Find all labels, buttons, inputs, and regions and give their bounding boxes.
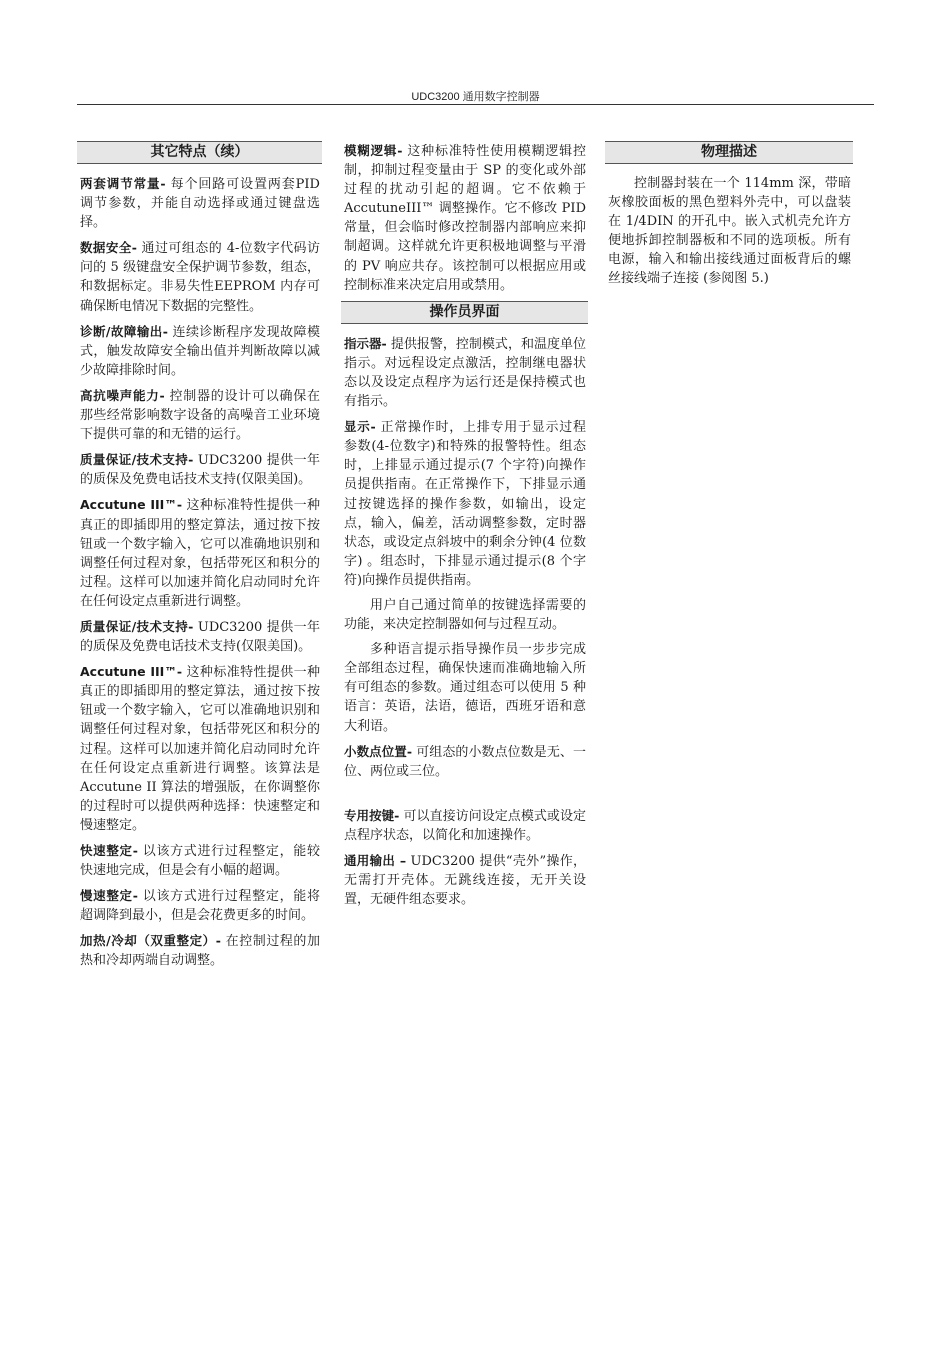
dedicated-keys-paragraph — [341, 806, 588, 845]
feature-text: 这种标准特性提供一种真正的即插即用的整定算法，通过按下按钮或一个数字输入，它可以准确地识别和调整任何过程对象，包括带死区和积分的过程。这样可以加速并简化启动同时允许在任何设定点重新进行调整。 — [80, 498, 320, 609]
feature-text: 可组态的小数点位数是无、一位、两位或三位。 — [344, 744, 586, 779]
feature-text: 提供报警，控制模式，和温度单位指示。对远程设定点激活，控制继电器状态以及设定点程序为运行还是保持模式也有指示。 — [344, 336, 586, 410]
feature-term: 专用按键- — [344, 807, 400, 823]
feature-text: 连续诊断程序发现故障模式，触发故障安全输出值并判断故障以减少故障排除时间。 — [80, 324, 320, 378]
feature-text: 这种标准特性提供一种真正的即插即用的整定算法，通过按下按钮或一个数字输入，它可以准确地识别和调整任何过程对象，包括带死区和积分的过程。这样可以加速并简化启动同时允许在任何设定点重新进行调整。该算法是 Accutune II 算法的增强版，在你调整你的过程时可以提供两种选择：快速整定和慢速整定。 — [80, 665, 320, 833]
feature-term: 两套调节常量- — [80, 176, 166, 191]
section-title-physical-description: 物理描述 — [605, 141, 853, 164]
feature-paragraph — [77, 662, 322, 835]
feature-term: 加热/冷却（双重整定）- — [80, 933, 221, 949]
column-physical-description — [605, 141, 853, 295]
feature-paragraph — [77, 617, 322, 656]
feature-text: 这种标准特性使用模糊逻辑控制，抑制过程变量由于 SP 的变化或外部过程的扰动引起的超调。它不依赖于 AccutuneIII™ 调整操作。它不修改 PID 常量，但会临时修改控制器内部响应来抑制超调。这样就允许更积极地调整与平滑的 PV 响应共存。该控制可以根据应用或控制标准来决定启用或禁用。 — [344, 144, 586, 293]
physical-description-paragraph: 控制器封装在一个 114mm 深，带暗灰橡胶面板的黑色塑料外壳中，可以盘装在 1/4DIN 的开孔中。嵌入式机壳允许方便地拆卸控制器板和不同的选项板。所有电源，输入和输出接线通过面板背后的螺丝接线端子连接 (参阅图 5.) — [608, 176, 851, 287]
feature-text: UDC3200 提供一年的质保及免费电话技术支持(仅限美国)。 — [80, 453, 320, 488]
indicator-paragraph — [341, 334, 588, 411]
feature-term: Accutune III™- — [80, 497, 183, 513]
feature-paragraph — [77, 174, 322, 232]
feature-text: UDC3200 提供一年的质保及免费电话技术支持(仅限美国)。 — [80, 619, 320, 655]
feature-paragraph — [77, 238, 322, 315]
feature-term: 通用输出 – — [344, 853, 407, 868]
feature-text: 以该方式进行过程整定，能较快速地完成，但是会有小幅的超调。 — [80, 844, 320, 879]
feature-term: 数据安全- — [80, 240, 137, 256]
column-other-features — [77, 141, 322, 977]
feature-paragraph — [77, 450, 322, 489]
vertical-spacer — [341, 787, 588, 806]
feature-text: 通过可组态的 4-位数字代码访问的 5 级键盘安全保护调节参数，组态，和数据标定。非易失性EEPROM 内存可确保断电情况下数据的完整性。 — [80, 241, 320, 314]
feature-text: UDC3200 提供“壳外”操作，无需打开壳体。无跳线连接，无开关设置，无硬件组态要求。 — [344, 854, 586, 908]
feature-text: 可以直接访问设定点模式或设定点程序状态，以简化和加速操作。 — [344, 808, 586, 843]
feature-term: 显示- — [344, 419, 376, 435]
feature-text: 控制器的设计可以确保在那些经常影响数字设备的高噪音工业环境下提供可靠的和无错的运行。 — [80, 388, 320, 443]
feature-text: 以该方式进行过程整定，能将超调降到最小，但是会花费更多的时间。 — [80, 889, 320, 924]
feature-text: 每个回路可设置两套PID 调节参数，并能自动选择或通过键盘选择。 — [80, 177, 320, 231]
header-rule — [77, 104, 874, 105]
feature-term: 质量保证/技术支持- — [80, 452, 194, 468]
feature-paragraph — [77, 886, 322, 925]
feature-paragraph — [77, 495, 322, 611]
display-paragraph — [341, 417, 588, 590]
feature-paragraph — [77, 841, 322, 880]
decimal-paragraph — [341, 742, 588, 781]
column-operator-interface — [341, 141, 588, 915]
feature-paragraph — [77, 931, 322, 970]
feature-term: 快速整定- — [80, 843, 138, 858]
feature-text: 正常操作时，上排专用于显示过程参数(4-位数字)和特殊的报警特性。组态时，上排显示通过提示(7 个字符)向操作员提供指南。在正常操作下，下排显示通过按键选择的操作参数，如输出，设定点，输入，偏差，活动调整参数，定时器状态，或设定点斜坡中的剩余分钟(4 位数字) 。组态时，下排显示通过提示(8 个字符)向操作员提供指南。 — [344, 420, 586, 588]
page-header: UDC3200 通用数字控制器 — [411, 91, 540, 103]
feature-term: 诊断/故障输出- — [80, 323, 168, 339]
universal-output-paragraph — [341, 851, 588, 909]
fuzzy-logic-paragraph — [341, 141, 588, 295]
feature-term: 指示器- — [344, 335, 387, 351]
keys-paragraph: 用户自己通过简单的按键选择需要的功能，来决定控制器如何与过程互动。 — [344, 597, 586, 633]
section-title-operator-interface: 操作员界面 — [341, 301, 588, 324]
section-title-other-features: 其它特点（续） — [77, 141, 322, 164]
feature-term: 高抗噪声能力- — [80, 387, 165, 403]
feature-paragraph — [77, 322, 322, 380]
feature-term: 慢速整定- — [80, 888, 138, 904]
feature-term: Accutune III™- — [80, 664, 183, 680]
feature-paragraph — [77, 386, 322, 444]
feature-term: 小数点位置- — [344, 743, 413, 759]
feature-text: 在控制过程的加热和冷却两端自动调整。 — [80, 934, 320, 969]
feature-term: 模糊逻辑- — [344, 143, 403, 158]
feature-term: 质量保证/技术支持- — [80, 618, 194, 634]
language-paragraph: 多种语言提示指导操作员一步步完成全部组态过程，确保快速而准确地输入所有可组态的参数。通过组态可以使用 5 种语言：英语，法语，德语，西班牙语和意大利语。 — [344, 642, 586, 734]
